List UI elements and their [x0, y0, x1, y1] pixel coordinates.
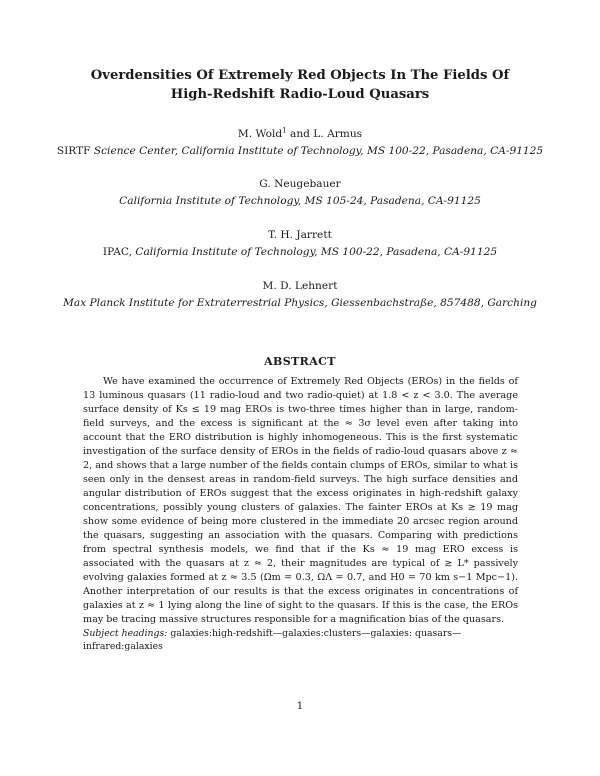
- author-block-2: [40, 176, 560, 210]
- title-line-1: Overdensities Of Extremely Red Objects In The Fields Of: [90, 68, 510, 83]
- author-affiliation: Max Planck Institute for Extraterrestrial Physics, Giessenbachstraße, 857488, Garching: [63, 297, 537, 309]
- author-affiliation: IPAC, California Institute of Technology, MS 100-22, Pasadena, CA-91125: [102, 246, 498, 258]
- footnote-mark: 1: [282, 126, 287, 135]
- author-names: M. Wold$^1$ and L. Armus: [237, 126, 363, 140]
- subject-headings: [83, 627, 523, 653]
- paper-title: [60, 66, 540, 104]
- title-line-2: High-Redshift Radio-Loud Quasars: [170, 87, 430, 102]
- author-affiliation: California Institute of Technology, MS 105-24, Pasadena, CA-91125: [119, 195, 481, 207]
- abstract-text: We have examined the occurrence of Extremely Red Objects (EROs) in the fields of 13 luminous quasars (11 radio-loud and two radio-quiet) at 1.8 < z < 3.0. The average surface density of Ks ≤ 19 mag EROs is two-three times higher than in large, random-field surveys, and the excess is significant at the ≈ 3σ level even after taking into account that the ERO distribution is highly inhomogeneous. This is the first systematic investigation of the surface density of EROs in the fields of radio-loud quasars above z ≈ 2, and shows that a large number of the fields contain clumps of EROs, similar to what is seen only in the densest areas in random-field surveys. The high surface densities and angular distribution of EROs suggest that the excess originates in high-redshift galaxy concentrations, possibly young clusters of galaxies. The fainter EROs at Ks ≳ 19 mag show some evidence of being more clustered in the immediate 20 arcsec region around the quasars, suggesting an association with the quasars. Comparing with predictions from spectral synthesis models, we find that if the Ks ≈ 19 mag ERO excess is associated with the quasars at z ≈ 2, their magnitudes are typical of ≳ L* passively evolving galaxies formed at z ≈ 3.5 (Ωm = 0.3, ΩΛ = 0.7, and H0 = 70 km s−1 Mpc−1). Another interpretation of our results is that the excess originates in concentrations of galaxies at z ≈ 1 lying along the line of sight to the quasars. If this is the case, the EROs may be tracing massive structures responsible for a magnification bias of the quasars.: [83, 376, 518, 625]
- abstract-heading: ABSTRACT: [264, 355, 336, 368]
- author-block-1: [40, 126, 560, 160]
- page-number: 1: [296, 700, 304, 712]
- author-names: M. D. Lehnert: [262, 280, 338, 292]
- author-block-3: [40, 227, 560, 261]
- author-names: G. Neugebauer: [259, 178, 341, 190]
- author-block-4: [40, 278, 560, 312]
- author-affiliation: SIRTF Science Center, California Institute of Technology, MS 100-22, Pasadena, CA-91125: [56, 145, 544, 157]
- subject-headings-text: galaxies:high-redshift—galaxies:clusters—galaxies: quasars—infrared:galaxies: [83, 628, 462, 652]
- author-names: T. H. Jarrett: [268, 229, 332, 241]
- subject-headings-label: Subject headings:: [83, 628, 168, 639]
